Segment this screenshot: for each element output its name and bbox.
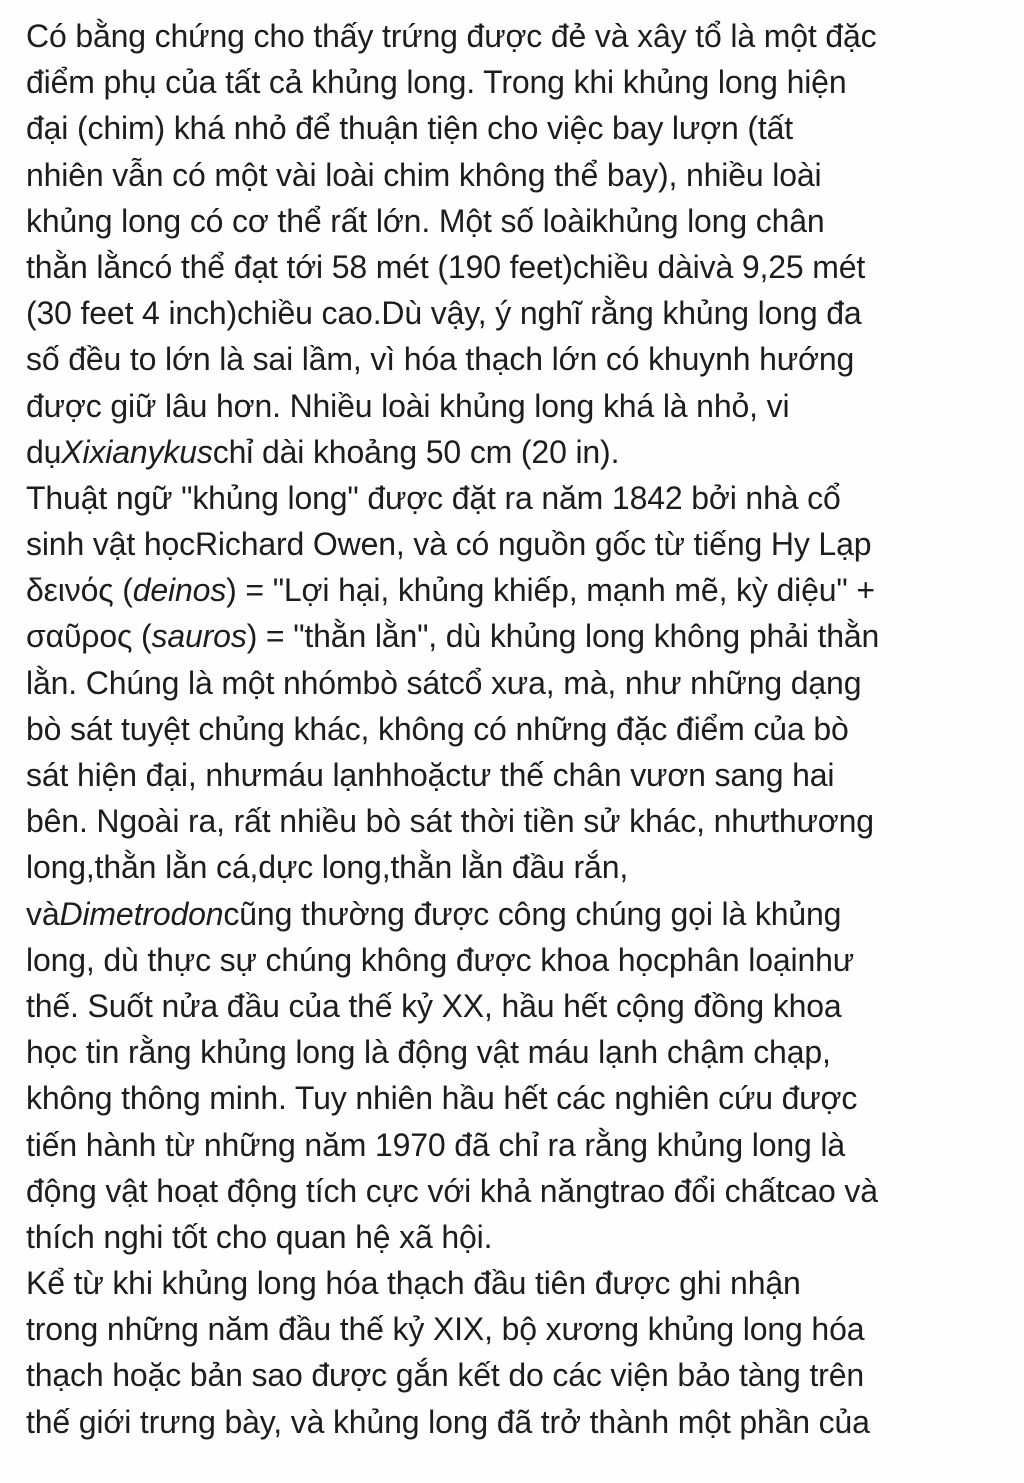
text-segment: thằn lằncó thể đạt tới 58 mét (190 feet)chiều dàivà 9,25 mét bbox=[26, 248, 866, 285]
text-line bbox=[26, 844, 1006, 890]
text-segment: và bbox=[26, 895, 60, 932]
text-line bbox=[26, 198, 1006, 244]
text-segment: Kể từ khi khủng long hóa thạch đầu tiên được ghi nhận bbox=[26, 1265, 801, 1302]
italic-term: deinos bbox=[132, 572, 227, 609]
text-segment: nhiên vẫn có một vài loài chim không thể bay), nhiều loài bbox=[26, 156, 822, 193]
text-segment: ) = "Lợi hại, khủng khiếp, mạnh mẽ, kỳ diệu" + bbox=[226, 572, 875, 609]
text-segment: σαῦρος ( bbox=[26, 618, 152, 655]
text-segment: điểm phụ của tất cả khủng long. Trong khi khủng long hiện bbox=[26, 64, 847, 101]
text-segment: thích nghi tốt cho quan hệ xã hội. bbox=[26, 1218, 493, 1255]
text-segment: chỉ dài khoảng 50 cm (20 in). bbox=[212, 433, 620, 470]
text-segment: học tin rằng khủng long là động vật máu lạnh chậm chạp, bbox=[26, 1034, 831, 1071]
text-segment: ) = "thằn lằn", dù khủng long không phải thằn bbox=[246, 618, 880, 655]
text-line bbox=[26, 983, 1006, 1029]
text-segment: khủng long có cơ thể rất lớn. Một số loàikhủng long chân bbox=[26, 202, 825, 239]
text-line bbox=[26, 1306, 1006, 1352]
text-segment: sinh vật họcRichard Owen, và có nguồn gốc từ tiếng Hy Lạp bbox=[26, 526, 872, 563]
text-line bbox=[26, 1122, 1006, 1168]
text-segment: số đều to lớn là sai lầm, vì hóa thạch lớn có khuynh hướng bbox=[26, 341, 855, 378]
text-segment: long,thằn lằn cá,dực long,thằn lằn đầu rắn, bbox=[26, 849, 629, 886]
text-line bbox=[26, 244, 1006, 290]
text-segment: đại (chim) khá nhỏ để thuận tiện cho việc bay lượn (tất bbox=[26, 110, 794, 147]
text-segment: không thông minh. Tuy nhiên hầu hết các nghiên cứu được bbox=[26, 1080, 858, 1117]
text-line bbox=[26, 383, 1006, 429]
text-line bbox=[26, 1214, 1006, 1260]
text-line bbox=[26, 891, 1006, 937]
italic-term: Xixianykus bbox=[61, 433, 213, 470]
text-line bbox=[26, 1260, 1006, 1306]
text-segment: bò sát tuyệt chủng khác, không có những đặc điểm của bò bbox=[26, 710, 849, 747]
text-segment: bên. Ngoài ra, rất nhiều bò sát thời tiền sử khác, nhưthương bbox=[26, 803, 874, 840]
text-segment: δεινός ( bbox=[26, 572, 133, 609]
text-line bbox=[26, 1029, 1006, 1075]
text-segment: động vật hoạt động tích cực với khả năngtrao đổi chấtcao và bbox=[26, 1172, 878, 1209]
text-line bbox=[26, 336, 1006, 382]
text-line bbox=[26, 567, 1006, 613]
text-line bbox=[26, 1168, 1006, 1214]
text-segment: cũng thường được công chúng gọi là khủng bbox=[223, 895, 842, 932]
text-segment: thế. Suốt nửa đầu của thế kỷ XX, hầu hết cộng đồng khoa bbox=[26, 987, 842, 1024]
text-line bbox=[26, 1399, 1006, 1445]
text-line bbox=[26, 798, 1006, 844]
text-segment: thế giới trưng bày, và khủng long đã trở thành một phần của bbox=[26, 1403, 870, 1440]
text-segment: trong những năm đầu thế kỷ XIX, bộ xương khủng long hóa bbox=[26, 1311, 865, 1348]
text-segment: long, dù thực sự chúng không được khoa họcphân loạinhư bbox=[26, 941, 855, 978]
text-line bbox=[26, 660, 1006, 706]
text-line bbox=[26, 429, 1006, 475]
text-segment: dụ bbox=[26, 433, 62, 470]
text-segment: sát hiện đại, nhưmáu lạnhhoặctư thế chân vươn sang hai bbox=[26, 757, 835, 793]
text-segment: lằn. Chúng là một nhómbò sátcổ xưa, mà, như những dạng bbox=[26, 664, 862, 701]
text-line bbox=[26, 1352, 1006, 1398]
text-segment: được giữ lâu hơn. Nhiều loài khủng long khá là nhỏ, vi bbox=[26, 387, 790, 424]
text-segment: (30 feet 4 inch)chiều cao.Dù vậy, ý nghĩ rằng khủng long đa bbox=[26, 295, 862, 332]
text-line bbox=[26, 1075, 1006, 1121]
text-segment: thạch hoặc bản sao được gắn kết do các viện bảo tàng trên bbox=[26, 1357, 864, 1394]
text-line bbox=[26, 706, 1006, 752]
body-text bbox=[26, 13, 1006, 1445]
italic-term: Dimetrodon bbox=[59, 895, 224, 932]
text-line bbox=[26, 105, 1006, 151]
text-line bbox=[26, 475, 1006, 521]
text-line bbox=[26, 521, 1006, 567]
text-line bbox=[26, 613, 1006, 659]
text-segment: Có bằng chứng cho thấy trứng được đẻ và xây tổ là một đặc bbox=[26, 18, 877, 54]
italic-term: sauros bbox=[151, 618, 247, 655]
text-line bbox=[26, 937, 1006, 983]
text-line bbox=[26, 290, 1006, 336]
text-segment: Thuật ngữ "khủng long" được đặt ra năm 1842 bởi nhà cổ bbox=[26, 479, 841, 516]
text-segment: tiến hành từ những năm 1970 đã chỉ ra rằng khủng long là bbox=[26, 1126, 846, 1163]
text-line bbox=[26, 59, 1006, 105]
text-line bbox=[26, 152, 1006, 198]
text-line bbox=[26, 13, 1006, 59]
text-line bbox=[26, 752, 1006, 798]
